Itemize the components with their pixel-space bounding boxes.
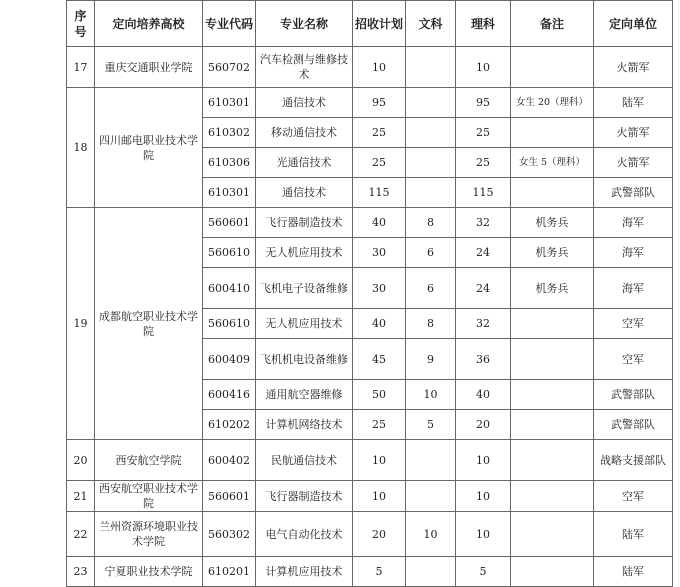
science-cell: 32 — [456, 309, 511, 339]
plan-cell: 40 — [353, 208, 406, 238]
plan-cell: 25 — [353, 410, 406, 440]
plan-cell: 20 — [353, 512, 406, 557]
code-cell: 610201 — [203, 557, 256, 587]
arts-cell — [406, 481, 456, 512]
school-cell: 西安航空学院 — [95, 440, 203, 481]
unit-cell: 武警部队 — [594, 380, 673, 410]
plan-cell: 50 — [353, 380, 406, 410]
science-cell: 36 — [456, 339, 511, 380]
plan-cell: 10 — [353, 47, 406, 88]
arts-cell: 10 — [406, 512, 456, 557]
table-row — [67, 47, 673, 88]
unit-cell: 武警部队 — [594, 410, 673, 440]
unit-cell: 海军 — [594, 238, 673, 268]
arts-cell: 10 — [406, 380, 456, 410]
plan-cell: 25 — [353, 148, 406, 178]
unit-cell: 陆军 — [594, 557, 673, 587]
col-header-major: 专业名称 — [256, 1, 353, 47]
note-cell — [511, 309, 594, 339]
major-cell: 民航通信技术 — [256, 440, 353, 481]
school-cell: 宁夏职业技术学院 — [95, 557, 203, 587]
enrollment-table — [66, 0, 673, 587]
table-row — [67, 557, 673, 587]
col-header-arts: 文科 — [406, 1, 456, 47]
arts-cell — [406, 557, 456, 587]
note-cell: 女生 5（理科） — [511, 148, 594, 178]
plan-cell: 25 — [353, 118, 406, 148]
school-cell: 成都航空职业技术学院 — [95, 208, 203, 440]
unit-cell: 空军 — [594, 309, 673, 339]
major-cell: 飞行器制造技术 — [256, 481, 353, 512]
seq-cell: 22 — [67, 512, 95, 557]
code-cell: 560610 — [203, 309, 256, 339]
major-cell: 无人机应用技术 — [256, 238, 353, 268]
science-cell: 25 — [456, 148, 511, 178]
science-cell: 10 — [456, 440, 511, 481]
plan-cell: 10 — [353, 481, 406, 512]
code-cell: 560610 — [203, 238, 256, 268]
unit-cell: 海军 — [594, 208, 673, 238]
arts-cell — [406, 47, 456, 88]
plan-cell: 5 — [353, 557, 406, 587]
arts-cell: 5 — [406, 410, 456, 440]
major-cell: 计算机应用技术 — [256, 557, 353, 587]
major-cell: 计算机网络技术 — [256, 410, 353, 440]
header-row — [67, 1, 673, 47]
note-cell — [511, 178, 594, 208]
seq-cell: 18 — [67, 88, 95, 208]
col-header-science: 理科 — [456, 1, 511, 47]
science-cell: 10 — [456, 512, 511, 557]
school-cell: 西安航空职业技术学院 — [95, 481, 203, 512]
major-cell: 通信技术 — [256, 88, 353, 118]
science-cell: 20 — [456, 410, 511, 440]
col-header-code: 专业代码 — [203, 1, 256, 47]
code-cell: 560702 — [203, 47, 256, 88]
plan-cell: 95 — [353, 88, 406, 118]
code-cell: 560302 — [203, 512, 256, 557]
code-cell: 610302 — [203, 118, 256, 148]
science-cell: 40 — [456, 380, 511, 410]
major-cell: 电气自动化技术 — [256, 512, 353, 557]
plan-cell: 10 — [353, 440, 406, 481]
arts-cell: 9 — [406, 339, 456, 380]
col-header-plan: 招收计划 — [353, 1, 406, 47]
science-cell: 24 — [456, 238, 511, 268]
unit-cell: 海军 — [594, 268, 673, 309]
arts-cell: 8 — [406, 309, 456, 339]
science-cell: 115 — [456, 178, 511, 208]
arts-cell — [406, 440, 456, 481]
note-cell: 机务兵 — [511, 268, 594, 309]
note-cell — [511, 380, 594, 410]
code-cell: 600402 — [203, 440, 256, 481]
note-cell — [511, 557, 594, 587]
major-cell: 无人机应用技术 — [256, 309, 353, 339]
note-cell — [511, 339, 594, 380]
table-row — [67, 208, 673, 238]
science-cell: 10 — [456, 481, 511, 512]
code-cell: 610306 — [203, 148, 256, 178]
table-row — [67, 481, 673, 512]
note-cell — [511, 512, 594, 557]
major-cell: 飞机机电设备维修 — [256, 339, 353, 380]
major-cell: 通信技术 — [256, 178, 353, 208]
note-cell: 机务兵 — [511, 208, 594, 238]
note-cell — [511, 47, 594, 88]
seq-cell: 23 — [67, 557, 95, 587]
seq-cell: 19 — [67, 208, 95, 440]
col-header-unit: 定向单位 — [594, 1, 673, 47]
unit-cell: 空军 — [594, 339, 673, 380]
note-cell — [511, 410, 594, 440]
school-cell: 兰州资源环境职业技术学院 — [95, 512, 203, 557]
code-cell: 610301 — [203, 88, 256, 118]
plan-cell: 45 — [353, 339, 406, 380]
code-cell: 600409 — [203, 339, 256, 380]
code-cell: 610301 — [203, 178, 256, 208]
code-cell: 560601 — [203, 208, 256, 238]
science-cell: 95 — [456, 88, 511, 118]
arts-cell: 6 — [406, 238, 456, 268]
science-cell: 24 — [456, 268, 511, 309]
school-cell: 重庆交通职业学院 — [95, 47, 203, 88]
note-cell: 机务兵 — [511, 238, 594, 268]
col-header-school: 定向培养高校 — [95, 1, 203, 47]
seq-cell: 20 — [67, 440, 95, 481]
science-cell: 5 — [456, 557, 511, 587]
col-header-note: 备注 — [511, 1, 594, 47]
unit-cell: 陆军 — [594, 88, 673, 118]
plan-cell: 40 — [353, 309, 406, 339]
plan-cell: 115 — [353, 178, 406, 208]
major-cell: 汽车检测与维修技术 — [256, 47, 353, 88]
seq-cell: 21 — [67, 481, 95, 512]
table-row — [67, 440, 673, 481]
code-cell: 610202 — [203, 410, 256, 440]
table-row — [67, 88, 673, 118]
note-cell — [511, 481, 594, 512]
code-cell: 600416 — [203, 380, 256, 410]
school-cell: 四川邮电职业技术学院 — [95, 88, 203, 208]
major-cell: 移动通信技术 — [256, 118, 353, 148]
unit-cell: 火箭军 — [594, 47, 673, 88]
science-cell: 10 — [456, 47, 511, 88]
plan-cell: 30 — [353, 238, 406, 268]
unit-cell: 武警部队 — [594, 178, 673, 208]
arts-cell — [406, 148, 456, 178]
note-cell: 女生 20（理科） — [511, 88, 594, 118]
unit-cell: 战略支援部队 — [594, 440, 673, 481]
arts-cell — [406, 118, 456, 148]
science-cell: 32 — [456, 208, 511, 238]
arts-cell — [406, 178, 456, 208]
note-cell — [511, 440, 594, 481]
science-cell: 25 — [456, 118, 511, 148]
major-cell: 飞行器制造技术 — [256, 208, 353, 238]
code-cell: 560601 — [203, 481, 256, 512]
unit-cell: 火箭军 — [594, 118, 673, 148]
unit-cell: 陆军 — [594, 512, 673, 557]
code-cell: 600410 — [203, 268, 256, 309]
col-header-seq: 序号 — [67, 1, 95, 47]
seq-cell: 17 — [67, 47, 95, 88]
arts-cell: 8 — [406, 208, 456, 238]
major-cell: 光通信技术 — [256, 148, 353, 178]
major-cell: 飞机电子设备维修 — [256, 268, 353, 309]
major-cell: 通用航空器维修 — [256, 380, 353, 410]
unit-cell: 空军 — [594, 481, 673, 512]
table-row — [67, 512, 673, 557]
plan-cell: 30 — [353, 268, 406, 309]
unit-cell: 火箭军 — [594, 148, 673, 178]
arts-cell: 6 — [406, 268, 456, 309]
note-cell — [511, 118, 594, 148]
arts-cell — [406, 88, 456, 118]
